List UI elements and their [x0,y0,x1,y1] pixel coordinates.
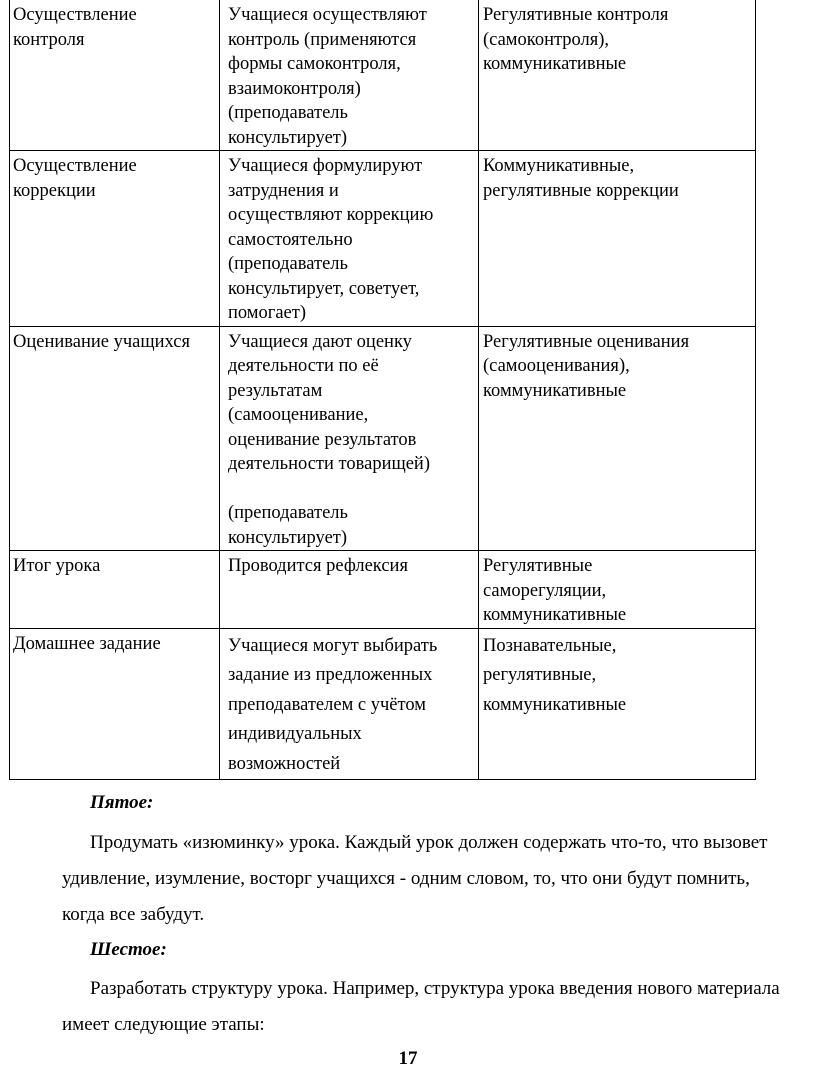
activity-cell: Учащиеся могут выбирать задание из предложенных преподавателем с учётом индивидуальных возможностей [220,628,479,780]
table-row [10,628,756,780]
uud-cell: Регулятивные саморегуляции, коммуникативные [479,551,756,629]
lesson-stages-table [9,0,756,780]
table-row [10,151,756,327]
table-row [10,326,756,551]
uud-cell: Регулятивные контроля (самоконтроля), коммуникативные [479,0,756,151]
stage-cell: Домашнее задание [10,628,220,780]
uud-cell: Регулятивные оценивания (самооценивания), коммуникативные [479,326,756,551]
stage-cell: Итог урока [10,551,220,629]
page-number: 17 [398,1048,418,1069]
uud-cell: Коммуникативные, регулятивные коррекции [479,151,756,327]
uud-cell: Познавательные, регулятивные, коммуникативные [479,628,756,780]
stage-cell: Осуществление коррекции [10,151,220,327]
stage-cell: Оценивание учащихся [10,326,220,551]
paragraph-fifth: Продумать «изюминку» урока. Каждый урок должен содержать что-то, что вызовет удивление, изумление, восторг учащихся - одним словом, то, что они будут помнить, когда все забудут. [62,832,768,925]
table-row [10,551,756,629]
activity-cell: Проводится рефлексия [220,551,479,629]
section-heading-fifth: Пятое: [90,792,154,813]
activity-cell: Учащиеся осуществляют контроль (применяются формы самоконтроля, взаимоконтроля) (преподаватель консультирует) [220,0,479,151]
paragraph-sixth: Разработать структуру урока. Например, структура урока введения нового материала имеет следующие этапы: [62,978,780,1035]
section-heading-sixth: Шестое: [90,939,167,960]
stage-cell: Осуществление контроля [10,0,220,151]
activity-cell: Учащиеся дают оценку деятельности по её результатам (самооценивание, оценивание результатов деятельности товарищей) (преподаватель консультирует) [220,326,479,551]
table-row [10,0,756,151]
activity-cell: Учащиеся формулируют затруднения и осуществляют коррекцию самостоятельно (преподаватель консультирует, советует, помогает) [220,151,479,327]
